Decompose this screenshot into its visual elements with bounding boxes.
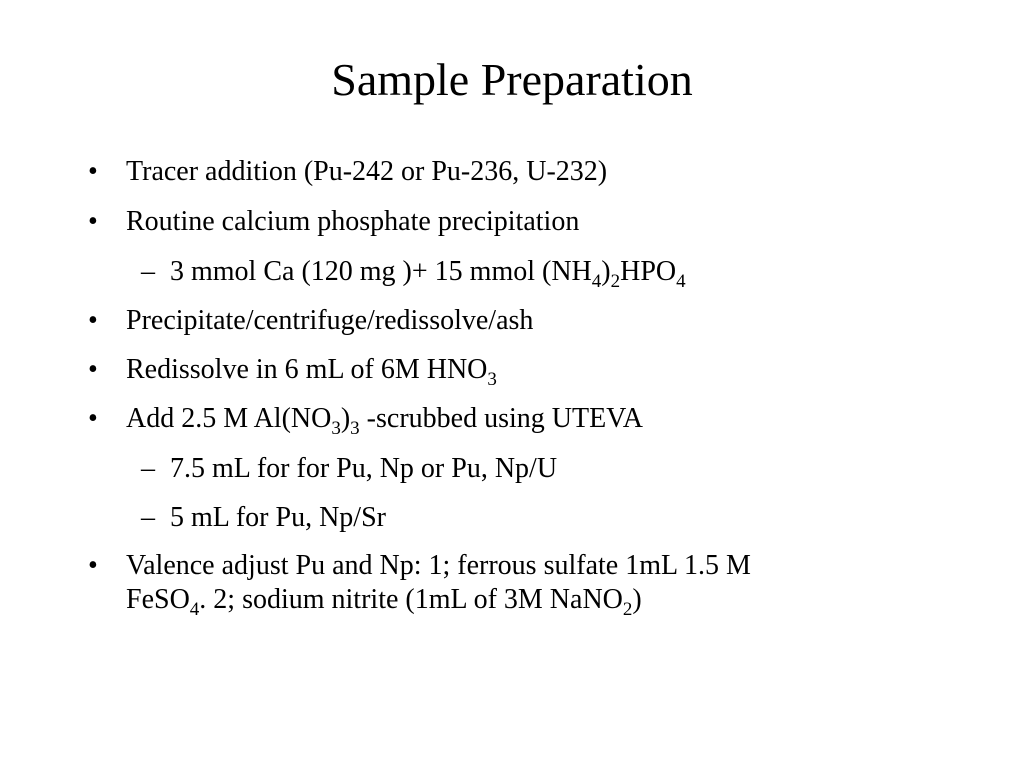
list-item-text: 3 mmol Ca (120 mg )+ 15 mmol $(NH_4)_2HPO_4$ xyxy=(170,256,686,292)
list-item-text: Redissolve in 6 mL of 6M $HNO_3$ xyxy=(126,354,497,390)
list-item-text: 7.5 mL for for Pu, Np or Pu, Np/U xyxy=(170,453,558,484)
bullet-icon: • xyxy=(88,403,98,434)
dash-icon: – xyxy=(141,453,155,484)
bullet-icon: • xyxy=(88,156,98,187)
bullet-icon: • xyxy=(88,206,98,237)
bullet-icon: • xyxy=(88,305,98,336)
dash-icon: – xyxy=(141,256,155,287)
list-item-text: Tracer addition (Pu-242 or Pu-236, U-232) xyxy=(126,156,608,187)
list-item-text: Precipitate/centrifuge/redissolve/ash xyxy=(126,305,534,336)
list-item-text: Add 2.5 M $Al(NO_3)_3$ -scrubbed using UTEVA xyxy=(126,403,644,439)
bullet-icon: • xyxy=(88,550,98,581)
list-item-text: Routine calcium phosphate precipitation xyxy=(126,206,580,237)
list-item-text: 5 mL for Pu, Np/Sr xyxy=(170,502,386,533)
dash-icon: – xyxy=(141,502,155,533)
bullet-icon: • xyxy=(88,354,98,385)
slide-title: Sample Preparation xyxy=(331,54,693,105)
list-item-text: Valence adjust Pu and Np: 1; ferrous sulfate 1mL 1.5 M FeSO$_4$. 2; sodium nitrite (1mL of 3M NaNO$_2$) xyxy=(126,550,751,620)
